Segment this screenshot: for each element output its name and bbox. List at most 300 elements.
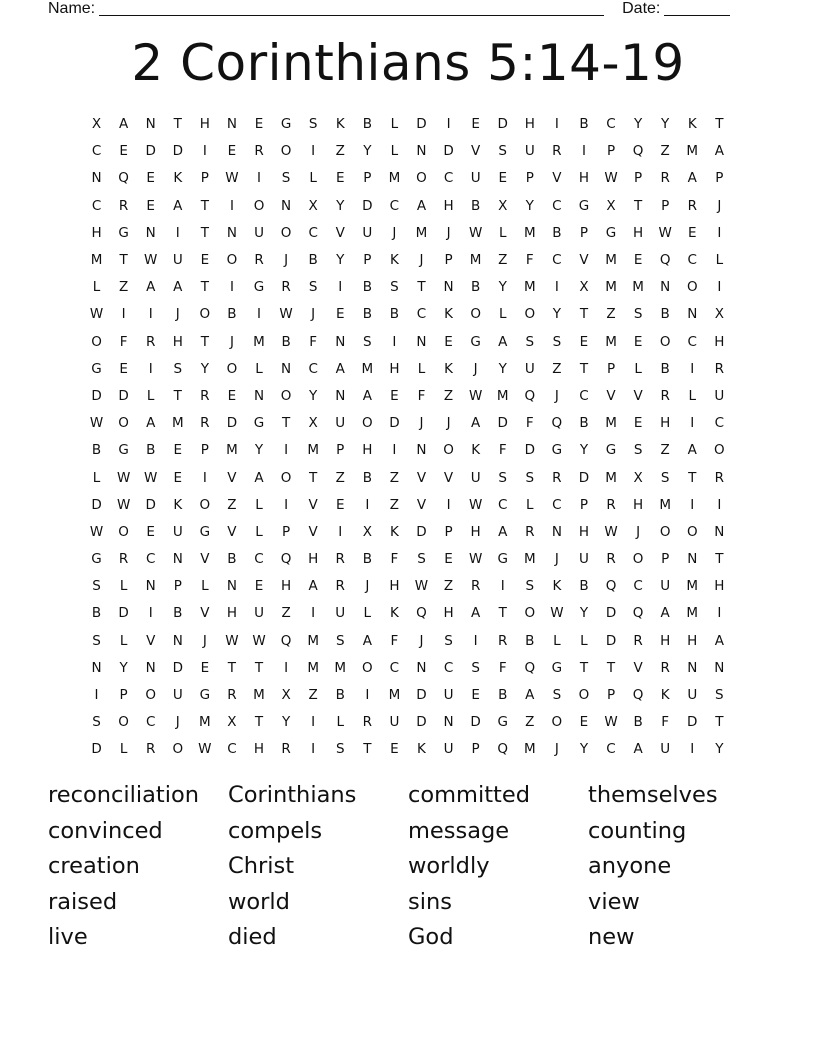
grid-letter[interactable]: R <box>335 578 345 595</box>
grid-letter[interactable]: W <box>468 551 483 568</box>
grid-letter[interactable]: E <box>254 578 264 595</box>
grid-letter[interactable]: K <box>389 252 399 269</box>
grid-letter[interactable]: G <box>497 551 508 568</box>
grid-letter[interactable]: F <box>525 415 534 432</box>
grid-letter[interactable]: X <box>281 687 291 704</box>
grid-letter[interactable]: F <box>661 714 670 731</box>
grid-letter[interactable]: B <box>227 551 237 568</box>
grid-letter[interactable]: U <box>443 741 454 758</box>
grid-letter[interactable]: B <box>633 714 643 731</box>
grid-letter[interactable]: W <box>116 469 131 486</box>
grid-letter[interactable]: F <box>498 442 507 459</box>
grid-letter[interactable]: U <box>172 523 183 540</box>
grid-letter[interactable]: W <box>89 523 104 540</box>
grid-letter[interactable]: I <box>581 143 586 160</box>
grid-letter[interactable]: O <box>686 523 698 540</box>
grid-letter[interactable]: I <box>690 496 695 513</box>
grid-letter[interactable]: O <box>253 197 265 214</box>
grid-letter[interactable]: L <box>363 605 372 622</box>
grid-letter[interactable]: S <box>525 469 535 486</box>
grid-letter[interactable]: U <box>524 360 535 377</box>
grid-letter[interactable]: R <box>470 578 481 595</box>
grid-letter[interactable]: R <box>714 360 725 377</box>
grid-letter[interactable]: S <box>92 714 101 731</box>
grid-letter[interactable]: L <box>580 632 588 649</box>
grid-letter[interactable]: N <box>416 333 427 350</box>
grid-letter[interactable]: W <box>604 714 618 731</box>
grid-letter[interactable]: P <box>444 523 453 540</box>
grid-letter[interactable]: V <box>227 523 237 540</box>
grid-letter[interactable]: W <box>89 415 104 432</box>
grid-letter[interactable]: M <box>253 687 265 704</box>
grid-letter[interactable]: I <box>175 224 180 241</box>
grid-letter[interactable]: L <box>498 306 507 323</box>
grid-letter[interactable]: P <box>336 442 345 459</box>
grid-letter[interactable]: E <box>173 442 183 459</box>
grid-letter[interactable]: D <box>389 415 400 432</box>
grid-letter[interactable]: Z <box>389 469 400 486</box>
grid-letter[interactable]: E <box>146 170 155 187</box>
grid-letter[interactable]: C <box>443 170 454 187</box>
grid-letter[interactable]: Y <box>336 197 345 214</box>
grid-letter[interactable]: T <box>119 252 128 269</box>
grid-letter[interactable]: E <box>633 415 643 432</box>
grid-letter[interactable]: V <box>579 252 589 269</box>
grid-letter[interactable]: H <box>362 442 373 459</box>
grid-letter[interactable]: J <box>554 741 559 758</box>
grid-letter[interactable]: P <box>471 741 480 758</box>
grid-letter[interactable]: S <box>525 578 535 595</box>
grid-letter[interactable]: R <box>200 415 210 432</box>
grid-letter[interactable]: Q <box>280 551 292 568</box>
grid-letter[interactable]: Y <box>119 659 128 676</box>
grid-letter[interactable]: J <box>229 333 234 350</box>
grid-letter[interactable]: P <box>363 252 372 269</box>
grid-letter[interactable]: T <box>688 469 697 486</box>
grid-letter[interactable]: C <box>552 252 562 269</box>
grid-letter[interactable]: T <box>633 197 643 214</box>
grid-letter[interactable]: Q <box>497 741 509 758</box>
grid-letter[interactable]: B <box>525 632 535 649</box>
grid-letter[interactable]: A <box>660 605 670 622</box>
grid-letter[interactable]: H <box>226 605 237 622</box>
grid-letter[interactable]: I <box>284 659 289 676</box>
grid-letter[interactable]: Y <box>309 387 318 404</box>
grid-letter[interactable]: M <box>605 469 617 486</box>
grid-letter[interactable]: U <box>714 387 725 404</box>
grid-letter[interactable]: W <box>144 469 158 486</box>
grid-letter[interactable]: Y <box>552 306 561 323</box>
grid-letter[interactable]: L <box>92 469 101 486</box>
grid-letter[interactable]: V <box>200 551 210 568</box>
grid-letter[interactable]: L <box>119 578 128 595</box>
grid-letter[interactable]: M <box>415 224 428 241</box>
grid-letter[interactable]: S <box>390 279 399 296</box>
grid-letter[interactable]: Z <box>118 279 129 296</box>
grid-letter[interactable]: C <box>579 387 589 404</box>
grid-letter[interactable]: Z <box>443 387 454 404</box>
grid-letter[interactable]: A <box>498 523 508 540</box>
grid-letter[interactable]: P <box>606 143 616 160</box>
grid-letter[interactable]: U <box>172 687 183 704</box>
grid-letter[interactable]: R <box>552 143 562 160</box>
grid-letter[interactable]: Y <box>661 116 670 133</box>
grid-letter[interactable]: K <box>471 442 481 459</box>
grid-letter[interactable]: M <box>226 442 238 459</box>
grid-letter[interactable]: L <box>390 116 399 133</box>
grid-letter[interactable]: M <box>307 442 319 459</box>
grid-letter[interactable]: I <box>473 632 478 649</box>
grid-letter[interactable]: W <box>468 496 483 513</box>
grid-letter[interactable]: I <box>311 741 316 758</box>
grid-letter[interactable]: T <box>200 197 209 214</box>
grid-letter[interactable]: U <box>687 687 698 704</box>
grid-letter[interactable]: E <box>227 143 237 160</box>
grid-letter[interactable]: H <box>470 523 481 540</box>
grid-letter[interactable]: I <box>500 578 505 595</box>
grid-letter[interactable]: N <box>145 659 156 676</box>
grid-letter[interactable]: N <box>687 306 698 323</box>
grid-letter[interactable]: V <box>308 496 318 513</box>
grid-letter[interactable]: Y <box>363 143 372 160</box>
grid-letter[interactable]: W <box>658 224 672 241</box>
grid-letter[interactable]: O <box>118 523 129 540</box>
grid-letter[interactable]: E <box>335 306 345 323</box>
grid-letter[interactable]: I <box>148 306 153 323</box>
grid-letter[interactable]: L <box>688 387 697 404</box>
grid-letter[interactable]: E <box>335 170 345 187</box>
grid-letter[interactable]: R <box>660 659 670 676</box>
grid-letter[interactable]: I <box>121 306 126 323</box>
grid-letter[interactable]: W <box>279 306 293 323</box>
grid-letter[interactable]: F <box>309 333 318 350</box>
grid-letter[interactable]: N <box>443 714 454 731</box>
grid-letter[interactable]: O <box>118 415 129 432</box>
grid-letter[interactable]: C <box>254 551 264 568</box>
grid-letter[interactable]: P <box>525 170 534 187</box>
grid-letter[interactable]: K <box>660 687 670 704</box>
grid-letter[interactable]: J <box>419 415 424 432</box>
grid-letter[interactable]: Y <box>254 442 264 459</box>
grid-letter[interactable]: C <box>308 360 318 377</box>
grid-letter[interactable]: W <box>414 578 429 595</box>
grid-letter[interactable]: V <box>552 170 562 187</box>
grid-letter[interactable]: A <box>146 279 156 296</box>
grid-letter[interactable]: M <box>686 605 699 622</box>
grid-letter[interactable]: S <box>363 333 372 350</box>
grid-letter[interactable]: C <box>389 197 400 214</box>
grid-letter[interactable]: H <box>633 496 644 513</box>
grid-letter[interactable]: D <box>605 605 617 622</box>
grid-letter[interactable]: B <box>146 442 156 459</box>
grid-letter[interactable]: N <box>172 632 183 649</box>
grid-letter[interactable]: W <box>604 170 618 187</box>
grid-letter[interactable]: Y <box>525 197 534 214</box>
grid-letter[interactable]: I <box>338 279 343 296</box>
grid-letter[interactable]: A <box>714 632 724 649</box>
grid-letter[interactable]: B <box>389 306 400 323</box>
grid-letter[interactable]: D <box>497 116 508 133</box>
grid-letter[interactable]: S <box>308 116 318 133</box>
grid-letter[interactable]: V <box>227 469 237 486</box>
grid-letter[interactable]: T <box>173 116 182 133</box>
grid-letter[interactable]: X <box>362 523 372 540</box>
grid-letter[interactable]: J <box>311 306 316 323</box>
grid-letter[interactable]: S <box>417 551 426 568</box>
grid-letter[interactable]: A <box>525 687 535 704</box>
grid-letter[interactable]: L <box>336 714 344 731</box>
grid-letter[interactable]: H <box>578 170 590 187</box>
grid-letter[interactable]: A <box>335 360 345 377</box>
grid-letter[interactable]: C <box>145 551 156 568</box>
grid-letter[interactable]: O <box>91 333 102 350</box>
grid-letter[interactable]: J <box>636 523 641 540</box>
grid-letter[interactable]: B <box>362 306 372 323</box>
grid-letter[interactable]: N <box>172 551 183 568</box>
grid-letter[interactable]: Q <box>551 415 563 432</box>
grid-letter[interactable]: U <box>660 578 671 595</box>
grid-letter[interactable]: M <box>605 415 617 432</box>
grid-letter[interactable]: H <box>91 224 102 241</box>
grid-letter[interactable]: P <box>634 170 643 187</box>
grid-letter[interactable]: I <box>284 442 289 459</box>
grid-letter[interactable]: C <box>389 659 400 676</box>
grid-letter[interactable]: R <box>281 279 291 296</box>
grid-letter[interactable]: O <box>280 469 292 486</box>
grid-letter[interactable]: V <box>308 523 318 540</box>
grid-letter[interactable]: G <box>497 714 508 731</box>
grid-letter[interactable]: Z <box>335 469 345 486</box>
grid-letter[interactable]: T <box>579 306 589 323</box>
grid-letter[interactable]: T <box>227 659 237 676</box>
grid-letter[interactable]: T <box>254 714 264 731</box>
grid-letter[interactable]: J <box>202 632 207 649</box>
grid-letter[interactable]: M <box>605 279 617 296</box>
grid-letter[interactable]: K <box>389 605 399 622</box>
grid-letter[interactable]: R <box>146 333 156 350</box>
grid-letter[interactable]: Z <box>281 605 291 622</box>
grid-letter[interactable]: I <box>202 469 207 486</box>
grid-letter[interactable]: E <box>633 252 643 269</box>
grid-letter[interactable]: G <box>605 442 617 459</box>
grid-letter[interactable]: C <box>552 197 562 214</box>
grid-letter[interactable]: M <box>171 415 184 432</box>
grid-letter[interactable]: O <box>686 279 698 296</box>
grid-letter[interactable]: L <box>255 523 263 540</box>
grid-letter[interactable]: D <box>497 415 508 432</box>
grid-letter[interactable]: C <box>443 659 454 676</box>
grid-letter[interactable]: I <box>229 197 234 214</box>
grid-letter[interactable]: E <box>119 360 128 377</box>
grid-letter[interactable]: S <box>633 442 643 459</box>
grid-letter[interactable]: I <box>717 496 722 513</box>
grid-letter[interactable]: M <box>605 333 617 350</box>
grid-letter[interactable]: M <box>388 687 401 704</box>
grid-letter[interactable]: N <box>714 659 725 676</box>
grid-letter[interactable]: Y <box>498 360 507 377</box>
grid-letter[interactable]: B <box>660 306 670 323</box>
grid-letter[interactable]: O <box>416 170 427 187</box>
grid-letter[interactable]: W <box>252 632 266 649</box>
grid-letter[interactable]: F <box>498 659 507 676</box>
grid-letter[interactable]: D <box>416 714 427 731</box>
grid-letter[interactable]: L <box>417 360 426 377</box>
grid-letter[interactable]: R <box>362 714 373 731</box>
grid-letter[interactable]: N <box>145 224 156 241</box>
grid-letter[interactable]: H <box>714 333 725 350</box>
grid-letter[interactable]: B <box>579 578 589 595</box>
grid-letter[interactable]: T <box>715 116 724 133</box>
grid-letter[interactable]: O <box>145 687 157 704</box>
grid-letter[interactable]: D <box>91 496 102 513</box>
grid-letter[interactable]: I <box>338 523 343 540</box>
grid-letter[interactable]: K <box>389 523 399 540</box>
grid-letter[interactable]: I <box>365 687 370 704</box>
grid-letter[interactable]: H <box>633 224 644 241</box>
grid-letter[interactable]: J <box>473 360 478 377</box>
grid-letter[interactable]: E <box>390 387 399 404</box>
grid-letter[interactable]: N <box>687 551 698 568</box>
grid-letter[interactable]: D <box>226 415 238 432</box>
grid-letter[interactable]: K <box>417 741 426 758</box>
grid-letter[interactable]: E <box>119 143 128 160</box>
grid-letter[interactable]: I <box>717 605 722 622</box>
grid-letter[interactable]: D <box>416 116 427 133</box>
grid-letter[interactable]: E <box>633 333 643 350</box>
grid-letter[interactable]: P <box>606 687 616 704</box>
name-blank-line[interactable] <box>99 0 604 16</box>
grid-letter[interactable]: K <box>173 170 183 187</box>
grid-letter[interactable]: Z <box>498 252 508 269</box>
grid-letter[interactable]: U <box>443 687 454 704</box>
grid-letter[interactable]: M <box>659 496 671 513</box>
grid-letter[interactable]: G <box>551 659 563 676</box>
grid-letter[interactable]: A <box>416 197 427 214</box>
grid-letter[interactable]: Y <box>336 252 345 269</box>
grid-letter[interactable]: U <box>660 741 671 758</box>
grid-letter[interactable]: N <box>281 360 292 377</box>
grid-letter[interactable]: T <box>715 551 724 568</box>
grid-letter[interactable]: P <box>173 578 182 595</box>
grid-letter[interactable]: M <box>496 387 509 404</box>
grid-letter[interactable]: W <box>468 387 483 404</box>
grid-letter[interactable]: I <box>392 442 397 459</box>
grid-letter[interactable]: G <box>199 687 211 704</box>
grid-letter[interactable]: I <box>554 279 559 296</box>
grid-letter[interactable]: N <box>145 578 156 595</box>
grid-letter[interactable]: W <box>604 523 618 540</box>
grid-letter[interactable]: M <box>253 333 265 350</box>
grid-letter[interactable]: O <box>280 143 292 160</box>
grid-letter[interactable]: J <box>392 224 397 241</box>
grid-letter[interactable]: L <box>146 387 155 404</box>
grid-letter[interactable]: M <box>686 578 699 595</box>
grid-letter[interactable]: T <box>281 415 291 432</box>
grid-letter[interactable]: E <box>579 333 589 350</box>
grid-letter[interactable]: B <box>362 279 372 296</box>
grid-letter[interactable]: A <box>471 415 481 432</box>
grid-letter[interactable]: I <box>229 279 234 296</box>
grid-letter[interactable]: O <box>199 496 211 513</box>
grid-letter[interactable]: M <box>388 170 401 187</box>
grid-letter[interactable]: M <box>334 659 347 676</box>
grid-letter[interactable]: X <box>227 714 237 731</box>
grid-letter[interactable]: M <box>686 143 699 160</box>
grid-letter[interactable]: M <box>632 279 644 296</box>
grid-letter[interactable]: T <box>579 360 589 377</box>
grid-letter[interactable]: J <box>554 551 559 568</box>
grid-letter[interactable]: S <box>525 333 535 350</box>
grid-letter[interactable]: R <box>660 387 670 404</box>
grid-letter[interactable]: B <box>362 116 372 133</box>
grid-letter[interactable]: M <box>307 659 319 676</box>
grid-letter[interactable]: H <box>253 741 265 758</box>
grid-letter[interactable]: B <box>281 333 291 350</box>
grid-letter[interactable]: L <box>634 360 642 377</box>
grid-letter[interactable]: B <box>552 224 562 241</box>
grid-letter[interactable]: H <box>281 578 292 595</box>
grid-letter[interactable]: B <box>91 605 102 622</box>
grid-letter[interactable]: D <box>172 143 183 160</box>
grid-letter[interactable]: F <box>390 632 399 649</box>
grid-letter[interactable]: E <box>200 252 210 269</box>
grid-letter[interactable]: Q <box>632 687 644 704</box>
grid-letter[interactable]: V <box>416 469 427 486</box>
grid-letter[interactable]: Q <box>280 632 292 649</box>
grid-letter[interactable]: T <box>200 333 209 350</box>
grid-letter[interactable]: W <box>550 605 564 622</box>
grid-letter[interactable]: T <box>200 224 209 241</box>
grid-letter[interactable]: C <box>227 741 237 758</box>
grid-letter[interactable]: D <box>145 496 156 513</box>
grid-letter[interactable]: X <box>714 306 724 323</box>
grid-letter[interactable]: T <box>173 387 182 404</box>
grid-letter[interactable]: R <box>146 741 156 758</box>
grid-letter[interactable]: O <box>280 387 292 404</box>
grid-letter[interactable]: G <box>91 551 102 568</box>
grid-letter[interactable]: M <box>605 252 617 269</box>
grid-letter[interactable]: P <box>119 687 128 704</box>
grid-letter[interactable]: B <box>227 306 237 323</box>
grid-letter[interactable]: I <box>257 170 261 187</box>
grid-letter[interactable]: U <box>335 415 346 432</box>
grid-letter[interactable]: J <box>717 197 722 214</box>
grid-letter[interactable]: B <box>362 551 372 568</box>
grid-letter[interactable]: R <box>633 632 643 649</box>
grid-letter[interactable]: O <box>714 442 725 459</box>
grid-letter[interactable]: U <box>172 252 183 269</box>
grid-letter[interactable]: L <box>255 496 263 513</box>
grid-letter[interactable]: N <box>416 659 427 676</box>
grid-letter[interactable]: P <box>715 170 724 187</box>
grid-letter[interactable]: K <box>444 306 453 323</box>
grid-letter[interactable]: P <box>579 224 589 241</box>
grid-letter[interactable]: J <box>554 387 559 404</box>
grid-letter[interactable]: D <box>443 143 454 160</box>
grid-letter[interactable]: Y <box>281 714 291 731</box>
grid-letter[interactable]: B <box>471 279 481 296</box>
grid-letter[interactable]: D <box>362 197 373 214</box>
grid-letter[interactable]: P <box>606 360 616 377</box>
grid-letter[interactable]: Z <box>308 687 318 704</box>
grid-letter[interactable]: Z <box>335 143 345 160</box>
grid-letter[interactable]: S <box>92 632 101 649</box>
grid-letter[interactable]: E <box>200 659 210 676</box>
grid-letter[interactable]: J <box>284 252 289 269</box>
grid-letter[interactable]: G <box>118 442 129 459</box>
grid-letter[interactable]: I <box>311 143 316 160</box>
grid-letter[interactable]: T <box>579 659 589 676</box>
